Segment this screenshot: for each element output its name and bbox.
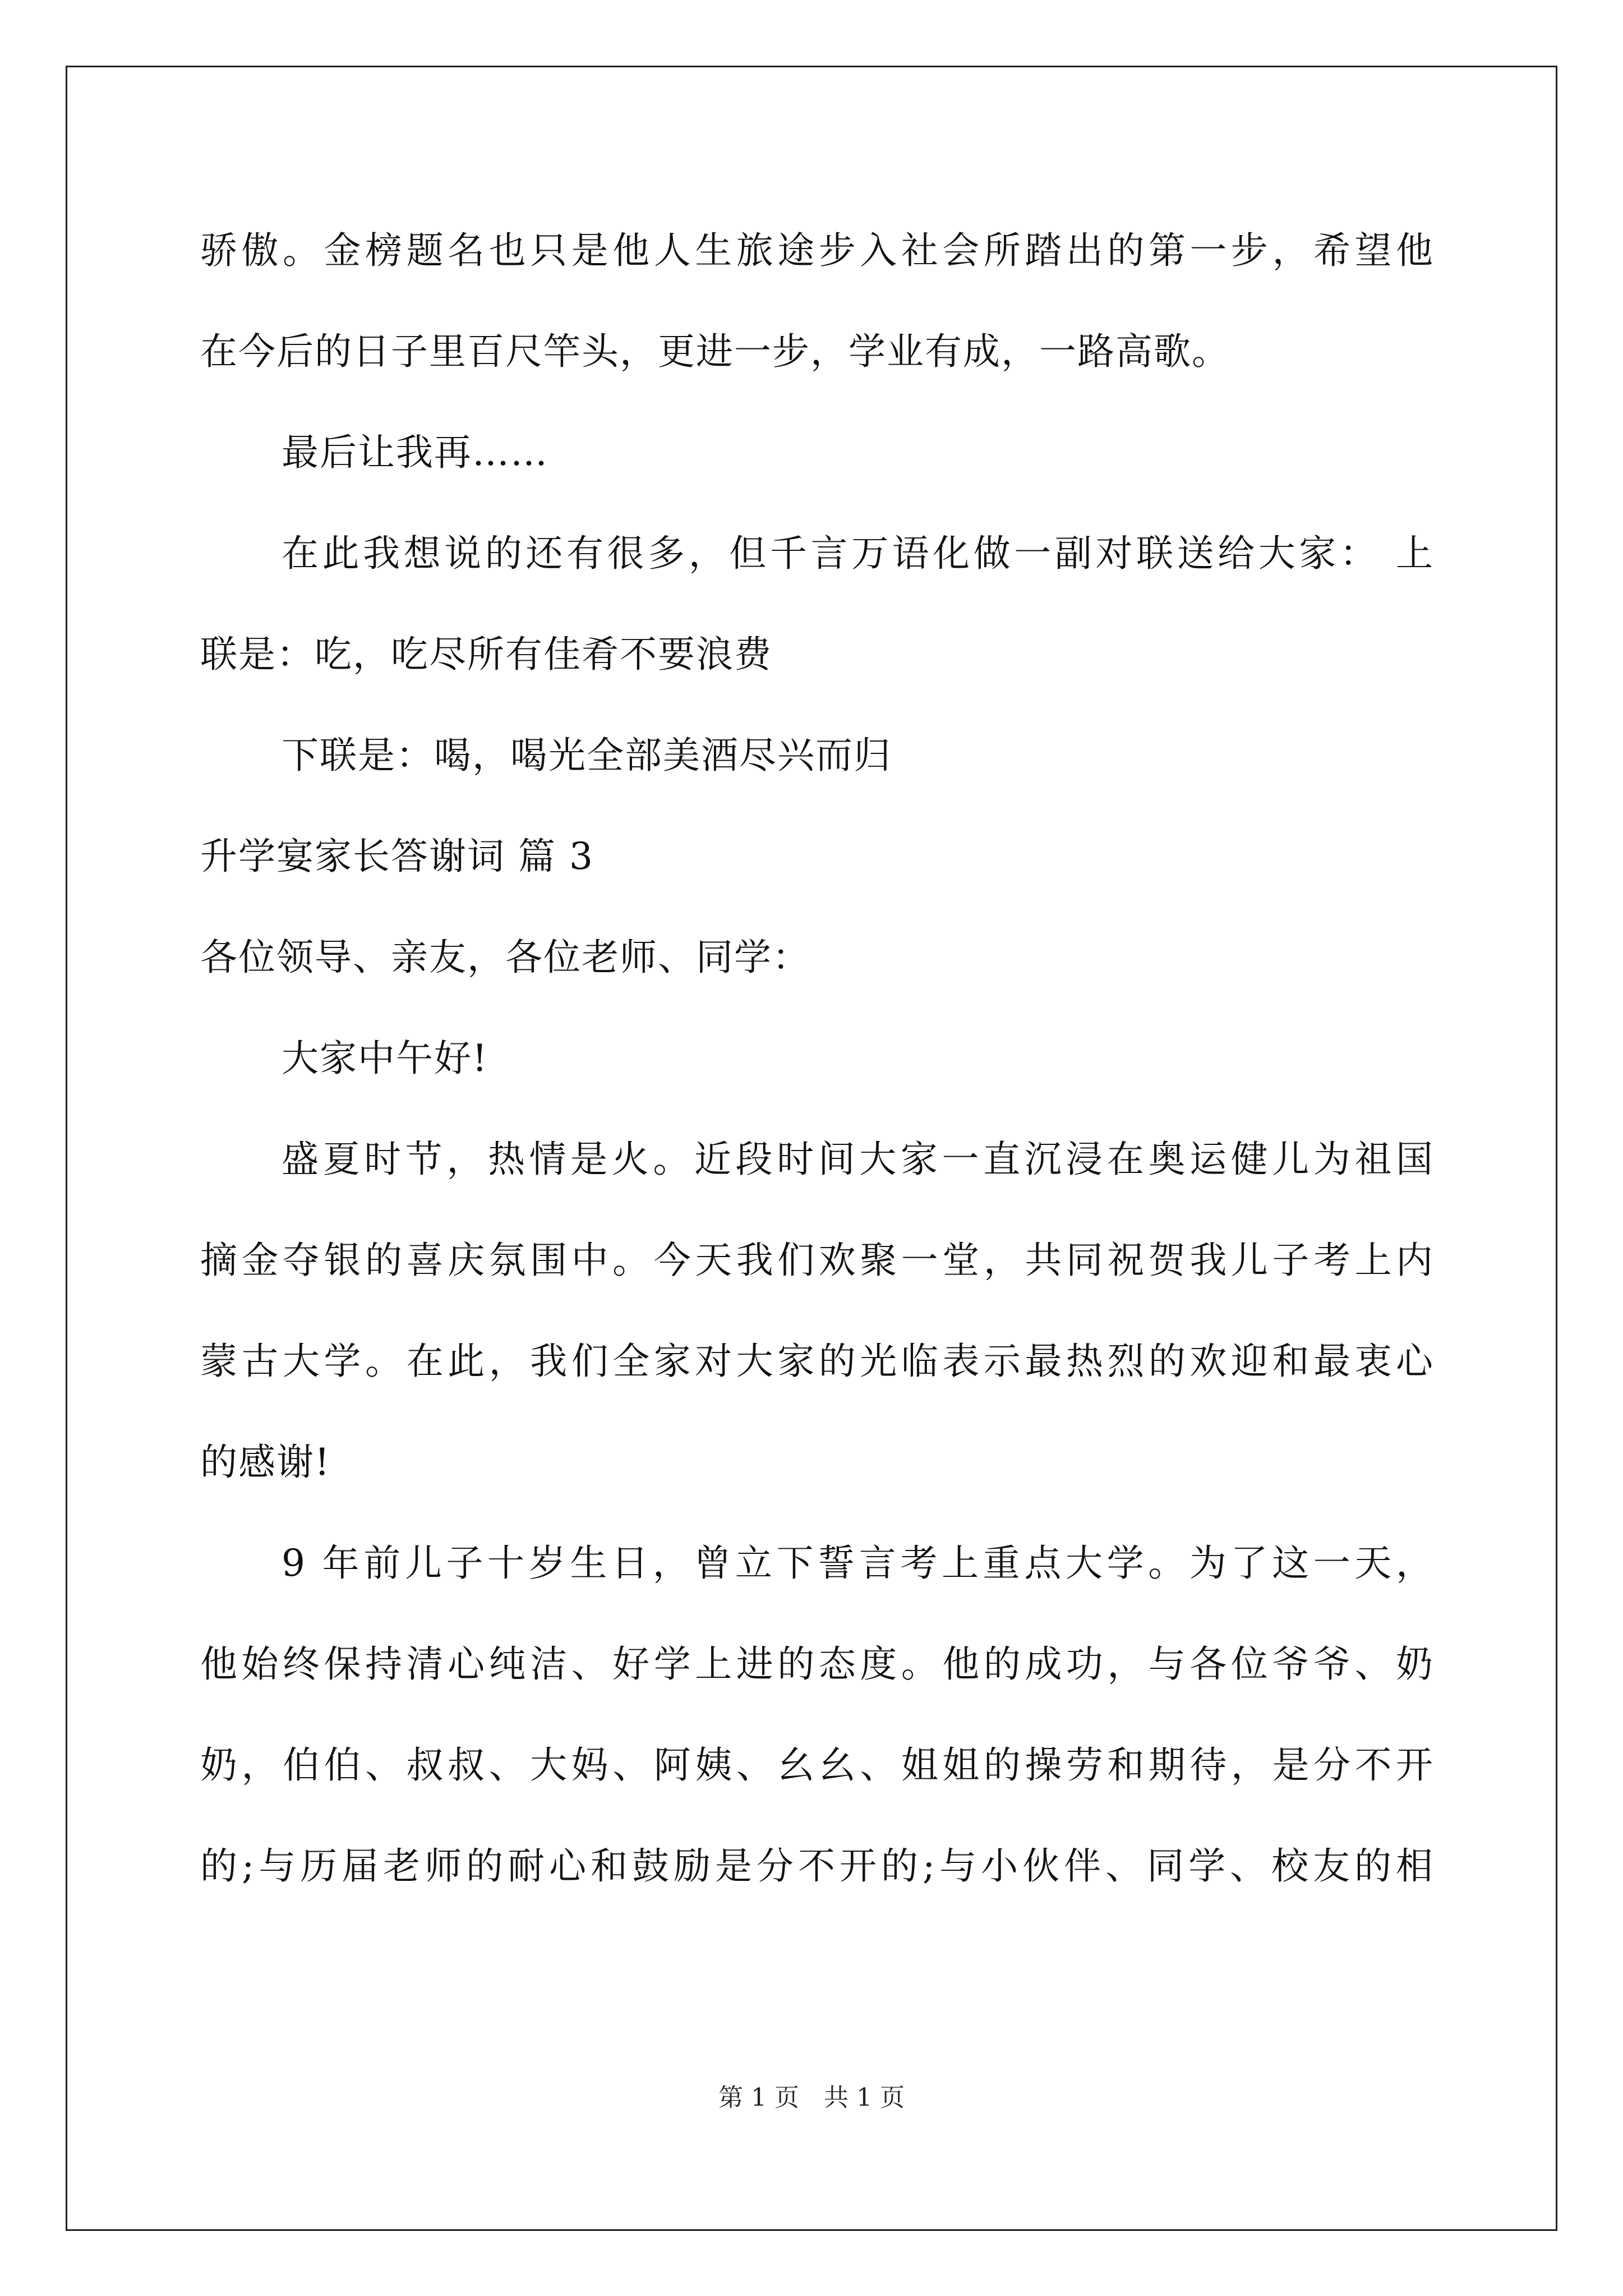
paragraph-line: 9 年前儿子十岁生日，曾立下誓言考上重点大学。为了这一天， xyxy=(282,1542,1434,1585)
paragraph-line: 在此我想说的还有很多，但千言万语化做一副对联送给大家： 上 xyxy=(282,532,1434,575)
paragraph-line: 最后让我再…… xyxy=(282,431,548,474)
paragraph-line: 下联是：喝，喝光全部美酒尽兴而归 xyxy=(282,734,892,777)
paragraph-line: 骄傲。金榜题名也只是他人生旅途步入社会所踏出的第一步，希望他 xyxy=(200,229,1434,272)
paragraph-line: 在今后的日子里百尺竿头，更进一步，学业有成，一路高歌。 xyxy=(200,330,1230,373)
paragraph-line: 的;与历届老师的耐心和鼓励是分不开的;与小伙伴、同学、校友的相 xyxy=(200,1844,1434,1888)
page-number-footer: 第 1 页 共 1 页 xyxy=(718,2083,905,2112)
section-heading: 升学宴家长答谢词 篇 3 xyxy=(200,835,594,878)
paragraph-line: 的感谢! xyxy=(200,1441,331,1484)
paragraph-line: 他始终保持清心纯洁、好学上进的态度。他的成功，与各位爷爷、奶 xyxy=(200,1642,1434,1686)
salutation-line: 各位领导、亲友，各位老师、同学： xyxy=(200,936,810,979)
paragraph-line: 摘金夺银的喜庆氛围中。今天我们欢聚一堂，共同祝贺我儿子考上内 xyxy=(200,1239,1434,1282)
paragraph-line: 大家中午好! xyxy=(282,1037,488,1080)
paragraph-line: 蒙古大学。在此，我们全家对大家的光临表示最热烈的欢迎和最衷心 xyxy=(200,1340,1434,1383)
paragraph-line: 盛夏时节，热情是火。近段时间大家一直沉浸在奥运健儿为祖国 xyxy=(282,1138,1434,1181)
paragraph-line: 奶，伯伯、叔叔、大妈、阿姨、幺幺、姐姐的操劳和期待，是分不开 xyxy=(200,1743,1434,1787)
paragraph-line: 联是：吃，吃尽所有佳肴不要浪费 xyxy=(200,633,772,676)
